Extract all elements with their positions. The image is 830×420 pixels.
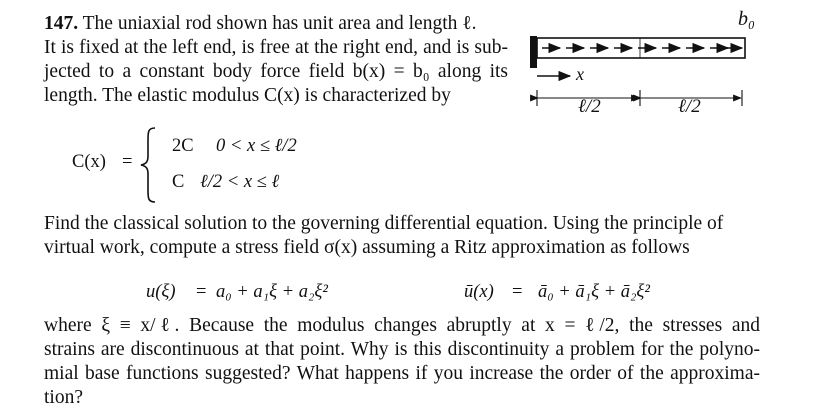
dim-label-left: ℓ/2 [578, 96, 601, 117]
para2-line-1: Find the classical solution to the governing differential equation. Using the principle of [44, 213, 724, 234]
para3-line-4: tion? [44, 387, 83, 408]
eq1-equals: = [122, 152, 133, 172]
para3-line-3: mial base functions suggested? What happens if you increase the order of the approxima- [44, 363, 760, 384]
problem-number: 147. [44, 13, 79, 34]
eq2-ubar-equals: = [512, 282, 523, 302]
intro-text-1: The uniaxial rod shown has unit area and length ℓ. [78, 13, 477, 34]
axis-label: x [576, 64, 584, 84]
para3-line-2: strains are discontinuous at that point. Why is this discontinuity a problem for the polyno- [44, 339, 760, 360]
eq1-case2-value: C [172, 172, 185, 192]
eq2-ubar-lhs: ū(x) [464, 282, 494, 302]
para3-line-1: where ξ ≡ x/ℓ. Because the modulus changes abruptly at x = ℓ/2, the stresses and [44, 315, 760, 336]
dim-label-right: ℓ/2 [678, 96, 701, 117]
load-label: b₀ [738, 8, 755, 30]
eq2-u-lhs: u(ξ) [146, 282, 176, 302]
intro-text-4: length. The elastic modulus C(x) is characterized by [44, 85, 451, 106]
intro-text-2: It is fixed at the left end, is free at the right end, and is sub- [44, 37, 508, 58]
fixed-wall [530, 36, 537, 68]
eq2-u-equals: = [196, 282, 207, 302]
intro-text-3: jected to a constant body force field b(x) = b₀ along its [44, 61, 508, 82]
eq1-case1-value: 2C [172, 136, 194, 156]
eq2-u-rhs: a₀ + a₁ξ + a₂ξ² [216, 282, 328, 302]
eq1-case2-condition: ℓ/2 < x ≤ ℓ [200, 172, 280, 192]
eq1-lhs: C(x) [72, 152, 106, 172]
eq1-case1-condition: 0 < x ≤ ℓ/2 [216, 136, 297, 156]
left-brace [138, 126, 158, 204]
eq2-ubar-rhs: ā₀ + ā₁ξ + ā₂ξ² [538, 282, 650, 302]
problem-line-1 [44, 12, 476, 36]
dimension-lines [537, 90, 742, 106]
rod-figure [520, 2, 760, 122]
para2-line-2: virtual work, compute a stress field σ(x) assuming a Ritz approximation as follows [44, 237, 690, 258]
